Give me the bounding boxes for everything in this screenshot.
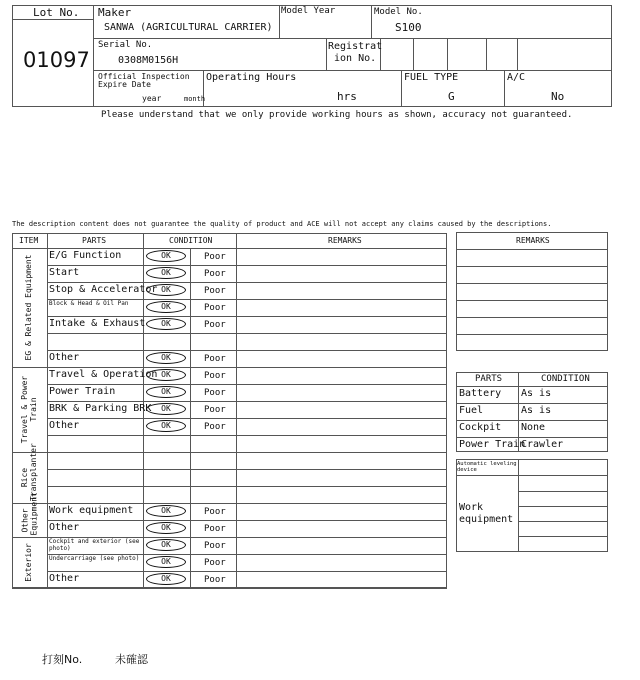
description-notice: The description content does not guarantee the quality of product and ACE will not accept any claims caused by the descriptions. xyxy=(12,220,552,228)
ok-mark: OK xyxy=(146,505,186,517)
poor-label: Poor xyxy=(204,303,226,313)
model-year-label: Model Year xyxy=(281,6,336,16)
col-parts-header: PARTS xyxy=(82,236,107,245)
part-label: BRK & Parking BRK xyxy=(49,403,152,414)
ok-mark: OK xyxy=(146,386,186,398)
poor-label: Poor xyxy=(204,558,226,568)
model-no-label: Model No. xyxy=(374,7,423,17)
ok-mark: OK xyxy=(146,369,186,381)
hours-label: Operating Hours xyxy=(206,72,297,83)
poor-label: Poor xyxy=(204,371,226,381)
group-label: Travel & Power Train xyxy=(20,375,38,444)
poor-label: Poor xyxy=(204,388,226,398)
ok-mark: OK xyxy=(146,250,186,262)
ok-mark: OK xyxy=(146,318,186,330)
spec-part: Cockpit xyxy=(459,422,502,433)
lot-label: Lot No. xyxy=(33,6,80,19)
poor-label: Poor xyxy=(204,354,226,364)
part-label: Work equipment xyxy=(49,505,134,516)
part-label: Travel & Operation xyxy=(49,369,158,380)
part-label: Power Train xyxy=(49,386,116,397)
ok-mark: OK xyxy=(146,556,186,568)
poor-label: Poor xyxy=(204,320,226,330)
spec-condition: As is xyxy=(521,405,552,416)
registration-label-2: ion No. xyxy=(334,53,377,64)
ac-value: No xyxy=(551,90,565,103)
ok-mark: OK xyxy=(146,403,186,415)
fuel-value: G xyxy=(448,90,455,103)
fuel-label: FUEL TYPE xyxy=(404,72,459,83)
poor-label: Poor xyxy=(204,507,226,517)
work-equipment-label: Work equipment xyxy=(459,502,514,525)
ac-label: A/C xyxy=(507,72,526,83)
ok-mark: OK xyxy=(146,352,186,364)
group-label: Rice Transplanter xyxy=(20,443,38,501)
spec-condition: As is xyxy=(521,388,552,399)
hours-unit: hrs xyxy=(337,90,357,103)
specs-parts-header: PARTS xyxy=(475,374,503,384)
spec-part: Battery xyxy=(459,388,502,399)
spec-part: Fuel xyxy=(459,405,484,416)
month-label: month xyxy=(184,95,206,103)
spec-condition: None xyxy=(521,422,546,433)
col-remarks-header: REMARKS xyxy=(328,236,362,245)
group-label: Other Equipment xyxy=(20,491,38,535)
ok-mark: OK xyxy=(146,267,186,279)
part-label: Start xyxy=(49,267,80,278)
poor-label: Poor xyxy=(204,575,226,585)
auto-leveling-label: Automatic leveling device xyxy=(457,461,517,474)
group-label: EG & Related Equipment xyxy=(24,254,34,361)
col-condition-header: CONDITION xyxy=(169,236,213,245)
part-label: Cockpit and exterior (see photo) xyxy=(49,538,140,552)
right-remarks-header: REMARKS xyxy=(516,236,550,245)
stamp-label: 打刻No. xyxy=(42,653,83,666)
part-label: Other xyxy=(49,573,80,584)
inspection-label: Official Inspection xyxy=(98,72,190,81)
inspection-label-2: Expire Date xyxy=(98,80,151,89)
model-no-value: S100 xyxy=(395,21,422,34)
group-label: Exterior xyxy=(24,543,34,582)
ok-mark: OK xyxy=(146,573,186,585)
part-label: Block & Head & Oil Pan xyxy=(49,300,129,307)
poor-label: Poor xyxy=(204,286,226,296)
maker-label: Maker xyxy=(98,6,132,19)
ok-mark: OK xyxy=(146,301,186,313)
poor-label: Poor xyxy=(204,422,226,432)
poor-label: Poor xyxy=(204,541,226,551)
poor-label: Poor xyxy=(204,269,226,279)
spec-part: Power Train xyxy=(459,439,526,450)
part-label: Other xyxy=(49,352,80,363)
part-label: Stop & Accelerator xyxy=(49,284,158,295)
poor-label: Poor xyxy=(204,524,226,534)
part-label: Other xyxy=(49,420,80,431)
part-label: Undercarriage (see photo) xyxy=(49,555,140,562)
maker-value: SANWA (AGRICULTURAL CARRIER) xyxy=(104,22,273,33)
registration-label: Registrat xyxy=(328,41,383,52)
poor-label: Poor xyxy=(204,405,226,415)
part-label: Other xyxy=(49,522,80,533)
serial-value: 0308M0156H xyxy=(118,55,179,66)
poor-label: Poor xyxy=(204,252,226,262)
serial-label: Serial No. xyxy=(98,40,153,50)
part-label: E/G Function xyxy=(49,250,122,261)
ok-mark: OK xyxy=(146,522,186,534)
header-box xyxy=(12,5,612,107)
ok-mark: OK xyxy=(146,284,186,296)
lot-number: 01097 xyxy=(23,48,90,72)
stamp-value: 未確認 xyxy=(115,653,148,666)
hours-notice: Please understand that we only provide working hours as shown, accuracy not guaranteed. xyxy=(101,110,573,120)
specs-condition-header: CONDITION xyxy=(541,374,590,384)
year-label: year xyxy=(142,94,162,103)
spec-condition: Crawler xyxy=(521,439,564,450)
part-label: Intake & Exhaust xyxy=(49,318,146,329)
col-item-header: ITEM xyxy=(19,236,39,245)
ok-mark: OK xyxy=(146,539,186,551)
ok-mark: OK xyxy=(146,420,186,432)
